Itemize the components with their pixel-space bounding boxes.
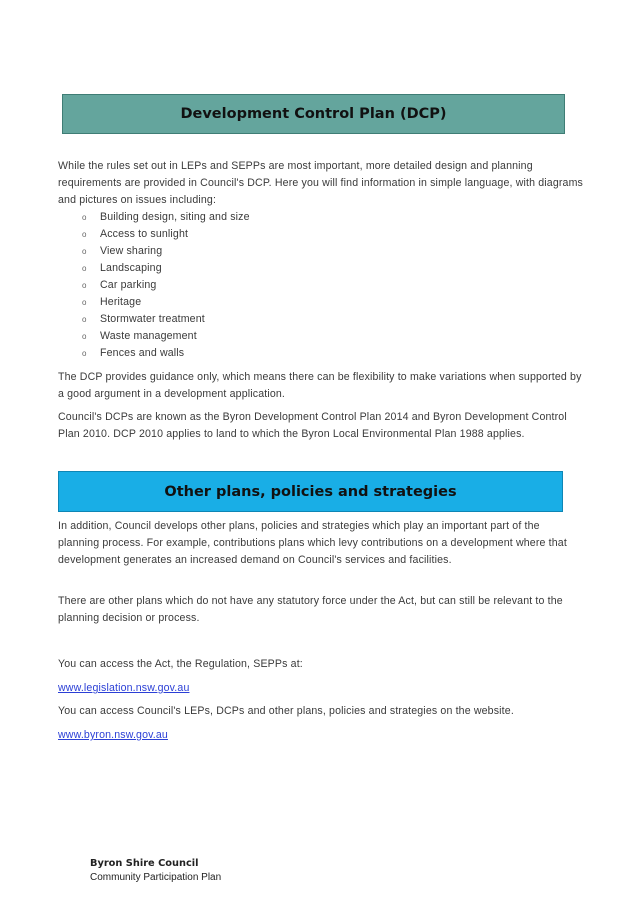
bullet-icon: o	[82, 264, 87, 273]
footer-organisation: Byron Shire Council	[90, 858, 199, 869]
page-footer	[90, 857, 221, 885]
bullet-icon: o	[82, 315, 87, 324]
legislation-link-line	[58, 680, 583, 697]
bullet-icon: o	[82, 213, 87, 222]
bullet-icon: o	[82, 349, 87, 358]
bullet-icon: o	[82, 298, 87, 307]
dcp-intro-paragraph: While the rules set out in LEPs and SEPPs are most important, more detailed design and planning requirements are provided in Council's DCP. Here you will find information in simple language, with diagrams and pictures on issues including:	[58, 160, 584, 206]
dcp-known-as-paragraph: Council's DCPs are known as the Byron Development Control Plan 2014 and Byron Development Control Plan 2010. DCP 2010 applies to land to which the Byron Local Environmental Plan 1988 applies.	[58, 411, 567, 440]
dcp-heading-text: Development Control Plan (DCP)	[180, 106, 447, 122]
access-council-text: You can access Council's LEPs, DCPs and other plans, policies and strategies on the website.	[58, 705, 514, 717]
list-item: o Waste management	[82, 328, 250, 345]
footer-document-title: Community Participation Plan	[90, 872, 222, 883]
dcp-issues-list	[82, 209, 250, 362]
list-item: o Stormwater treatment	[82, 311, 250, 328]
list-item: o Access to sunlight	[82, 226, 250, 243]
other-plans-section-heading	[58, 471, 563, 512]
byron-link-line	[58, 727, 583, 744]
legislation-link[interactable]: www.legislation.nsw.gov.au	[58, 682, 190, 694]
list-item: o View sharing	[82, 243, 250, 260]
list-item: o Building design, siting and size	[82, 209, 250, 226]
dcp-section-heading	[62, 94, 565, 134]
bullet-icon: o	[82, 247, 87, 256]
non-statutory-plans-paragraph: There are other plans which do not have any statutory force under the Act, but can still be relevant to the planning decision or process.	[58, 595, 563, 624]
list-item: o Heritage	[82, 294, 250, 311]
bullet-icon: o	[82, 281, 87, 290]
list-item: o Car parking	[82, 277, 250, 294]
access-act-text: You can access the Act, the Regulation, SEPPs at:	[58, 658, 303, 670]
dcp-guidance-paragraph: The DCP provides guidance only, which means there can be flexibility to make variations when supported by a good argument in a development application.	[58, 371, 582, 400]
other-plans-heading-text: Other plans, policies and strategies	[164, 483, 457, 500]
bullet-icon: o	[82, 230, 87, 239]
other-plans-paragraph: In addition, Council develops other plans, policies and strategies which play an important part of the planning process. For example, contributions plans which levy contributions on a development where that development generates an increased demand on Council's services and facilities.	[58, 520, 567, 566]
list-item: o Fences and walls	[82, 345, 250, 362]
list-item: o Landscaping	[82, 260, 250, 277]
bullet-icon: o	[82, 332, 87, 341]
byron-website-link[interactable]: www.byron.nsw.gov.au	[58, 729, 168, 741]
